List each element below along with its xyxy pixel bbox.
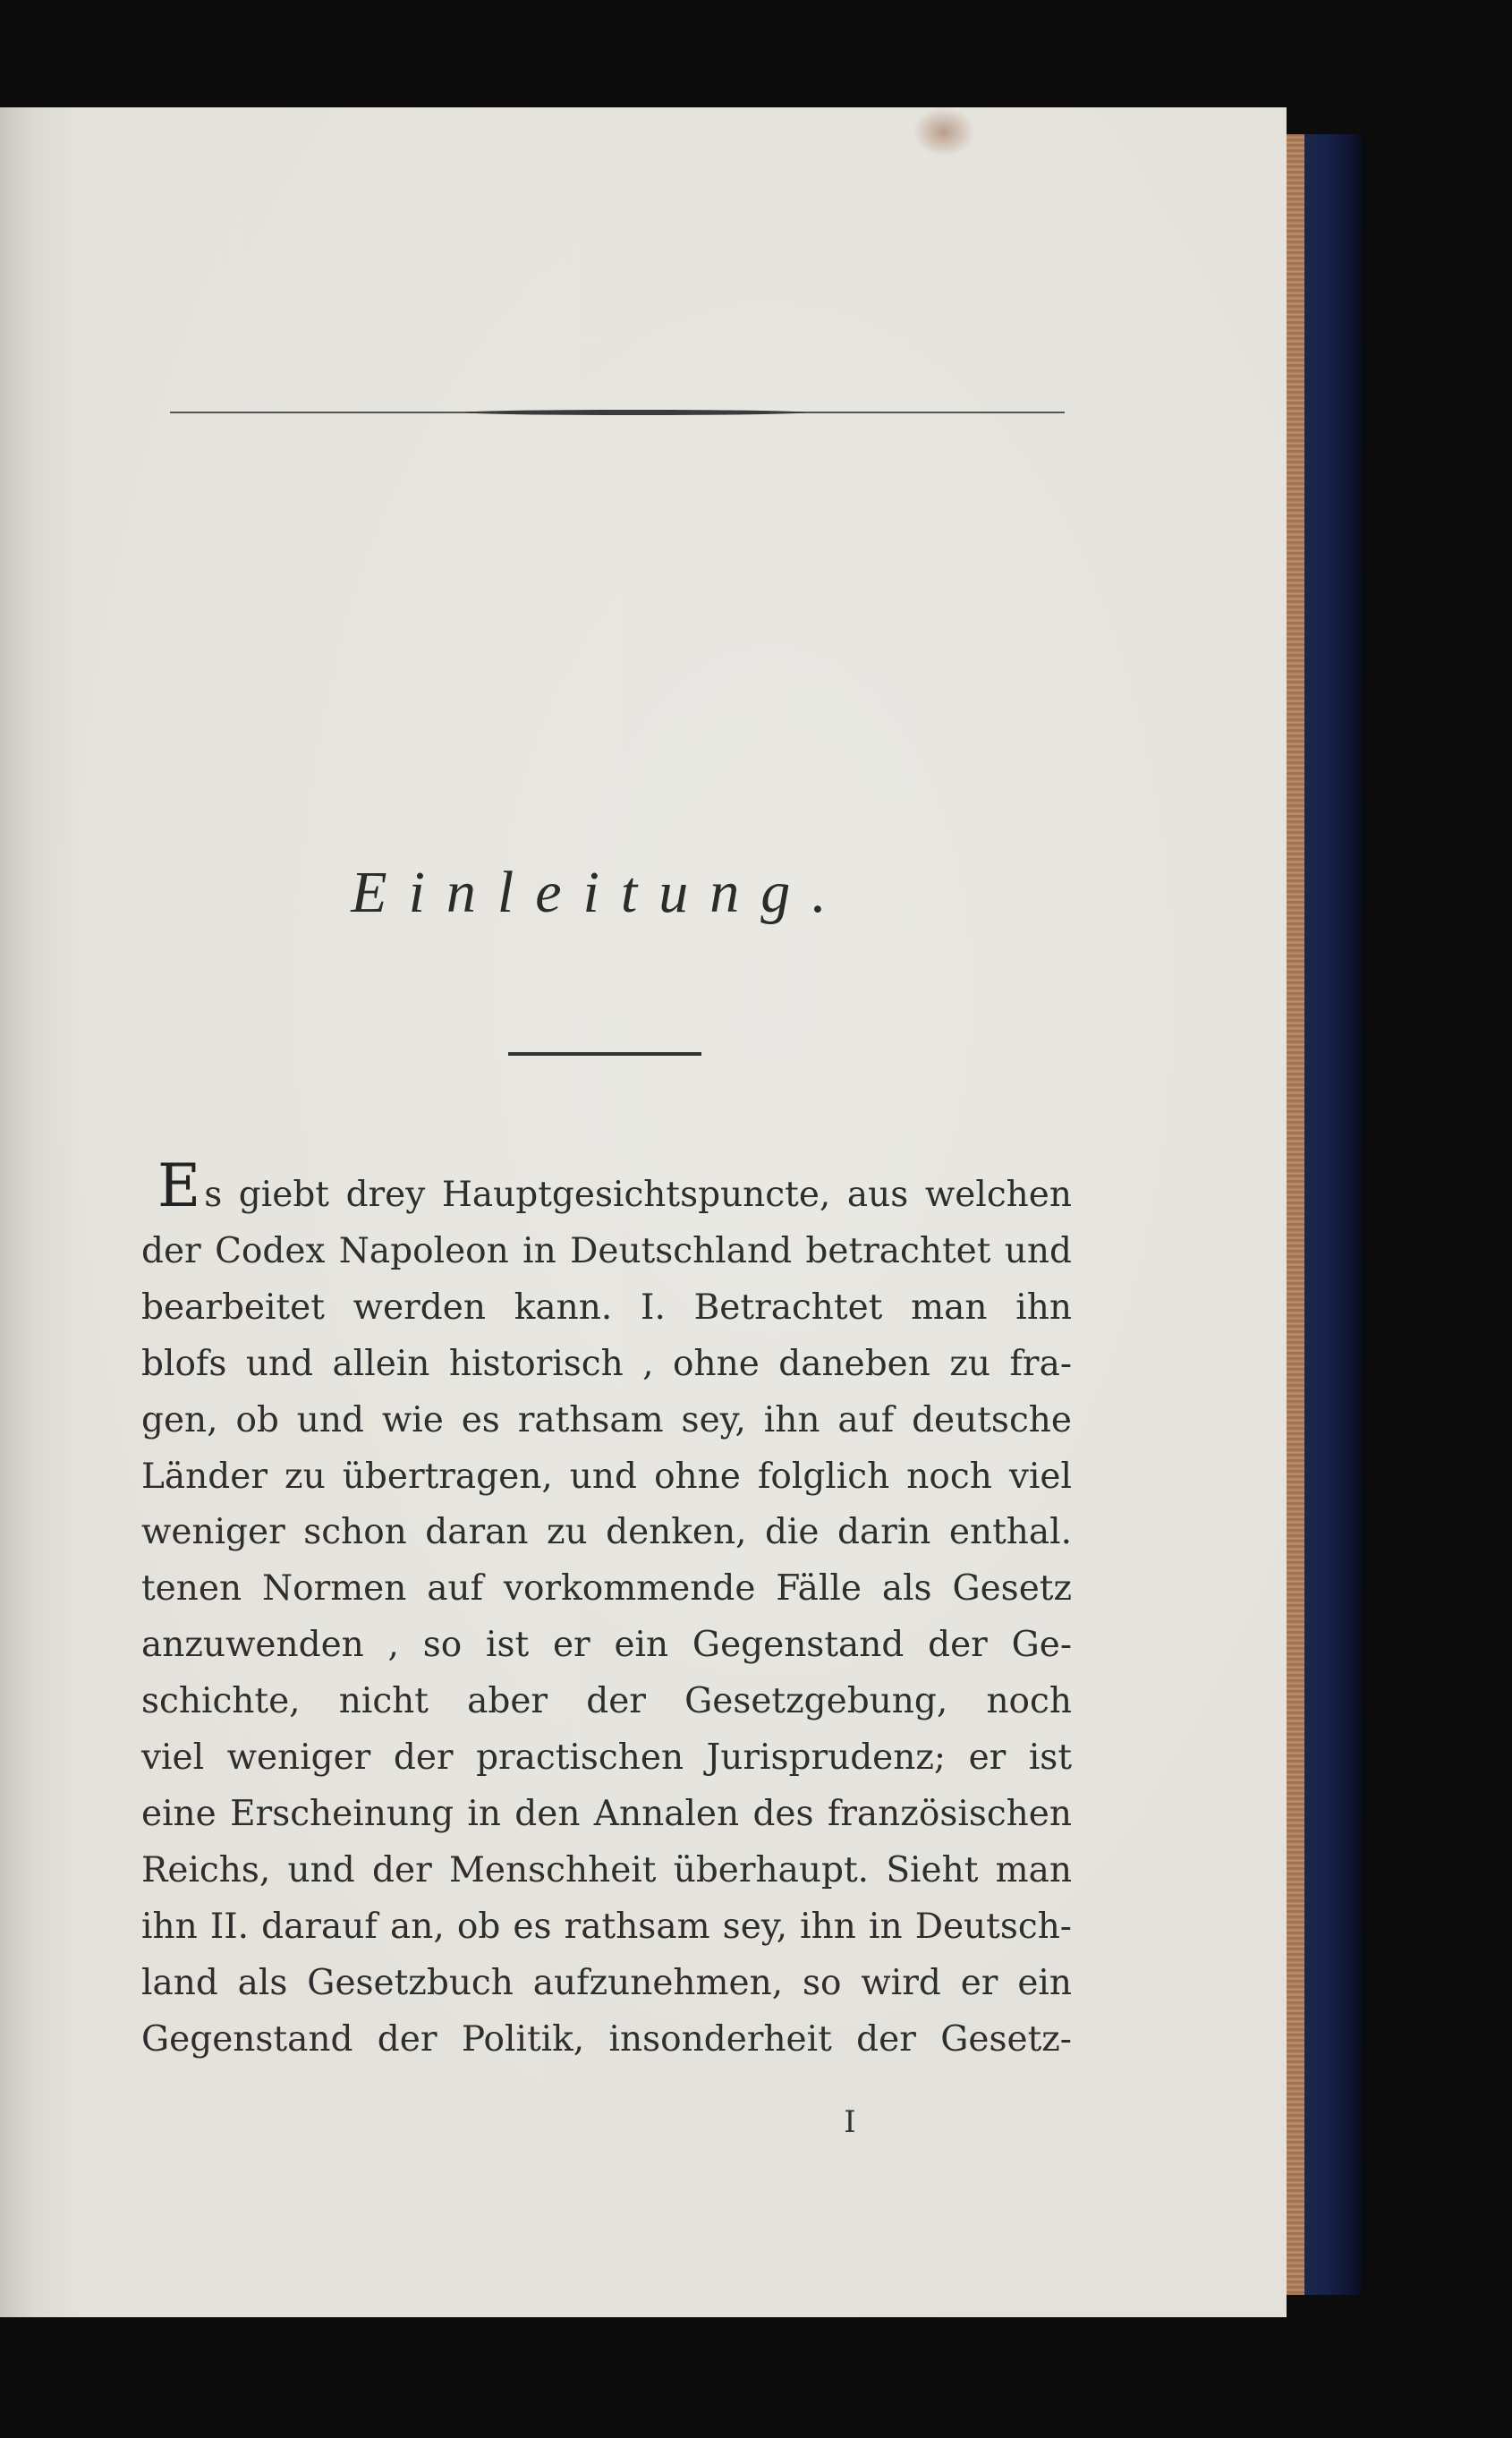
- text-line: blofs und allein historisch , ohne daneben zu fra-: [141, 1343, 1072, 1384]
- text-line: der Codex Napoleon in Deutschland betrachtet und: [141, 1230, 1072, 1271]
- text-line: land als Gesetzbuch aufzunehmen, so wird er ein: [141, 1962, 1072, 2003]
- ornamental-rule: [170, 410, 1065, 415]
- text-line: gen, ob und wie es rathsam sey, ihn auf deutsche: [141, 1399, 1072, 1440]
- text-line: bearbeitet werden kann. I. Betrachtet man ihn: [141, 1287, 1072, 1328]
- text-line: schichte, nicht aber der Gesetzgebung, noch: [141, 1681, 1072, 1722]
- page-stain: [913, 107, 975, 157]
- text-line: anzuwenden , so ist er ein Gegenstand der Ge-: [141, 1625, 1072, 1666]
- text-line: weniger schon daran zu denken, die darin enthal.: [141, 1512, 1072, 1553]
- text-line: Reichs, und der Menschheit überhaupt. Sieht man: [141, 1849, 1072, 1890]
- text-line: ihn II. darauf an, ob es rathsam sey, ihn in Deutsch-: [141, 1906, 1072, 1947]
- drop-cap: E: [157, 1151, 201, 1220]
- text-line: eine Erscheinung in den Annalen des französischen: [141, 1793, 1072, 1834]
- text-line: Länder zu übertragen, und ohne folglich noch viel: [141, 1456, 1072, 1497]
- text-line: Es giebt drey Hauptgesichtspuncte, aus welchen: [157, 1151, 1072, 1220]
- text-line: viel weniger der practischen Jurisprudenz; er ist: [141, 1737, 1072, 1779]
- heading-rule: [508, 1052, 701, 1056]
- text-line: Gegenstand der Politik, insonderheit der Gesetz-: [141, 2018, 1072, 2060]
- body-text: [141, 1151, 1072, 2068]
- chapter-heading: Einleitung.: [351, 860, 848, 925]
- signature-mark: I: [844, 2104, 856, 2140]
- text-line: tenen Normen auf vorkommende Fälle als Gesetz: [141, 1568, 1072, 1610]
